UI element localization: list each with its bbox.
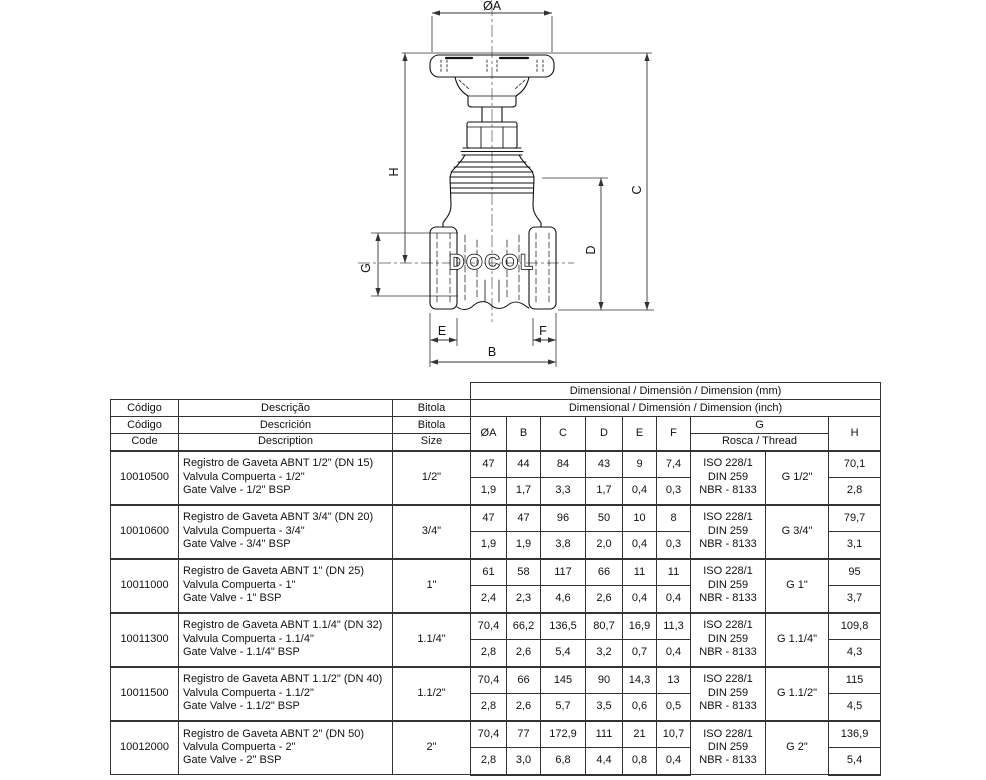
thread-standards-line: DIN 259: [707, 632, 749, 645]
dim-label-d: D: [584, 245, 598, 255]
thread-size: G 1.1/4": [766, 613, 829, 667]
product-size: 1.1/4": [393, 613, 471, 667]
header-code-en: Code: [111, 434, 179, 451]
dim-label-c: C: [630, 185, 644, 195]
dim-h-inch: 3,1: [829, 532, 881, 559]
product-description-line: Registro de Gaveta ABNT 1.1/2" (DN 40): [183, 673, 383, 686]
dim-value-inch: 0,3: [657, 478, 691, 505]
thread-size: G 2": [766, 721, 829, 775]
dim-value-mm: 96: [541, 505, 586, 532]
product-description: [179, 451, 393, 505]
dim-label-g: G: [359, 263, 373, 273]
product-description-line: Valvula Compuerta - 3/4": [183, 524, 305, 537]
dim-value-mm: 47: [507, 505, 541, 532]
dim-value-inch: 0,4: [657, 640, 691, 667]
dim-label-b: B: [487, 345, 497, 359]
thread-standards-line: ISO 228/1: [703, 619, 753, 632]
dim-value-mm: 9: [623, 451, 657, 478]
product-size: 2": [393, 721, 471, 775]
product-description-line: Gate Valve - 2" BSP: [183, 754, 282, 767]
dim-value-mm: 136,5: [541, 613, 586, 640]
header-description-es: Descrición: [179, 417, 393, 434]
dim-value-inch: 0,4: [657, 586, 691, 613]
dim-value-inch: 0,7: [623, 640, 657, 667]
dim-value-mm: 11: [657, 559, 691, 586]
dim-h-inch: 5,4: [829, 748, 881, 775]
thread-standards-line: DIN 259: [707, 524, 749, 537]
valve-technical-drawing: [0, 0, 986, 380]
dim-value-inch: 4,6: [541, 586, 586, 613]
dim-value-inch: 0,6: [623, 694, 657, 721]
header-dim-e: E: [623, 417, 657, 451]
dim-h-inch: 2,8: [829, 478, 881, 505]
header-description-pt: Descrição: [179, 400, 393, 417]
header-row-mm: [111, 383, 881, 400]
dim-value-inch: 2,8: [471, 748, 507, 775]
dim-value-inch: 0,4: [623, 586, 657, 613]
thread-size: G 1.1/2": [766, 667, 829, 721]
dim-value-mm: 58: [507, 559, 541, 586]
dim-value-inch: 2,6: [507, 694, 541, 721]
header-row-dims: [111, 417, 881, 434]
product-description-line: Valvula Compuerta - 1.1/4": [183, 632, 314, 645]
product-description-line: Valvula Compuerta - 1": [183, 578, 296, 591]
dimensions-table: [110, 382, 881, 776]
centerlines: [358, 4, 574, 322]
dim-h-mm: 70,1: [829, 451, 881, 478]
dim-h-mm: 115: [829, 667, 881, 694]
product-size: 3/4": [393, 505, 471, 559]
dim-value-mm: 11: [623, 559, 657, 586]
dim-value-inch: 1,9: [507, 532, 541, 559]
dim-value-inch: 3,2: [586, 640, 623, 667]
thread-standards: [691, 451, 766, 505]
dim-h-mm: 109,8: [829, 613, 881, 640]
dim-value-mm: 8: [657, 505, 691, 532]
header-code-es: Código: [111, 417, 179, 434]
product-row-mm: [111, 505, 881, 532]
product-code: 10010600: [111, 505, 179, 559]
header-size-pt: Bitola: [393, 400, 471, 417]
dim-value-inch: 3,3: [541, 478, 586, 505]
product-description-line: Registro de Gaveta ABNT 1/2" (DN 15): [183, 457, 374, 470]
product-description-line: Registro de Gaveta ABNT 2" (DN 50): [183, 727, 365, 740]
dim-value-mm: 10: [623, 505, 657, 532]
header-dim-g: G: [691, 417, 829, 434]
dim-value-mm: 14,3: [623, 667, 657, 694]
extension-lines: [371, 16, 654, 367]
table-corner-spacer: [111, 383, 471, 400]
product-description-line: Valvula Compuerta - 1/2": [183, 470, 305, 483]
dim-value-mm: 61: [471, 559, 507, 586]
thread-standards-line: ISO 228/1: [703, 457, 753, 470]
product-description: [179, 667, 393, 721]
product-row-mm: [111, 451, 881, 478]
dim-value-inch: 3,0: [507, 748, 541, 775]
product-code: 10011300: [111, 613, 179, 667]
product-description-line: Registro de Gaveta ABNT 1" (DN 25): [183, 565, 365, 578]
dim-value-mm: 50: [586, 505, 623, 532]
dim-value-mm: 21: [623, 721, 657, 748]
header-dimensional-inch: Dimensional / Dimensión / Dimension (inch): [471, 400, 881, 417]
thread-standards-line: DIN 259: [707, 578, 749, 591]
thread-size: G 3/4": [766, 505, 829, 559]
dim-value-inch: 0,3: [657, 532, 691, 559]
product-description-line: Gate Valve - 1/2" BSP: [183, 484, 291, 497]
thread-standards-line: NBR - 8133: [699, 484, 757, 497]
header-dimensional-mm: Dimensional / Dimensión / Dimension (mm): [471, 383, 881, 400]
header-dim-d: D: [586, 417, 623, 451]
thread-standards-line: NBR - 8133: [699, 754, 757, 767]
product-code: 10010500: [111, 451, 179, 505]
thread-standards-line: DIN 259: [707, 686, 749, 699]
product-description-line: Registro de Gaveta ABNT 3/4" (DN 20): [183, 511, 374, 524]
header-dim-f: F: [657, 417, 691, 451]
product-description-line: Registro de Gaveta ABNT 1.1/4" (DN 32): [183, 619, 383, 632]
dim-value-inch: 6,8: [541, 748, 586, 775]
dim-value-inch: 5,4: [541, 640, 586, 667]
dim-value-inch: 1,7: [586, 478, 623, 505]
dim-value-mm: 145: [541, 667, 586, 694]
header-dim-h: H: [829, 417, 881, 451]
dim-label-e: E: [437, 324, 447, 338]
brand-logo: DOCOL: [449, 251, 535, 274]
dim-value-inch: 2,8: [471, 694, 507, 721]
thread-standards-line: DIN 259: [707, 470, 749, 483]
dim-value-inch: 3,5: [586, 694, 623, 721]
product-code: 10011000: [111, 559, 179, 613]
product-code: 10012000: [111, 721, 179, 775]
dim-value-mm: 70,4: [471, 613, 507, 640]
header-dim-a: ØA: [471, 417, 507, 451]
dim-value-mm: 47: [471, 451, 507, 478]
dim-value-inch: 0,8: [623, 748, 657, 775]
table-header: [111, 383, 881, 451]
dim-value-inch: 2,6: [586, 586, 623, 613]
thread-standards-line: NBR - 8133: [699, 646, 757, 659]
dim-value-mm: 117: [541, 559, 586, 586]
product-description: [179, 721, 393, 775]
dim-value-mm: 70,4: [471, 667, 507, 694]
dim-value-mm: 13: [657, 667, 691, 694]
dim-value-inch: 0,4: [623, 532, 657, 559]
product-row-mm: [111, 667, 881, 694]
header-thread-sub: Rosca / Thread: [691, 434, 829, 451]
dim-value-inch: 2,3: [507, 586, 541, 613]
product-description-line: Gate Valve - 1" BSP: [183, 592, 282, 605]
dim-value-mm: 43: [586, 451, 623, 478]
thread-standards-line: ISO 228/1: [703, 565, 753, 578]
dim-value-mm: 47: [471, 505, 507, 532]
dim-value-mm: 16,9: [623, 613, 657, 640]
table-body: [111, 451, 881, 775]
dim-value-inch: 1,7: [507, 478, 541, 505]
dim-value-mm: 111: [586, 721, 623, 748]
product-description: [179, 505, 393, 559]
thread-standards-line: ISO 228/1: [703, 673, 753, 686]
dim-h-inch: 3,7: [829, 586, 881, 613]
thread-size: G 1": [766, 559, 829, 613]
dim-value-mm: 90: [586, 667, 623, 694]
dim-value-mm: 80,7: [586, 613, 623, 640]
header-dim-b: B: [507, 417, 541, 451]
thread-standards: [691, 721, 766, 775]
product-row-mm: [111, 613, 881, 640]
header-size-es: Bitola: [393, 417, 471, 434]
dim-label-h: H: [387, 167, 401, 177]
dim-value-mm: 11,3: [657, 613, 691, 640]
thread-standards-line: ISO 228/1: [703, 511, 753, 524]
dim-value-mm: 84: [541, 451, 586, 478]
dim-value-mm: 66: [507, 667, 541, 694]
dim-value-inch: 4,4: [586, 748, 623, 775]
dim-value-inch: 1,9: [471, 532, 507, 559]
dim-value-mm: 7,4: [657, 451, 691, 478]
thread-standards-line: NBR - 8133: [699, 700, 757, 713]
dim-label-diameter-a: ØA: [482, 0, 502, 13]
thread-standards-line: NBR - 8133: [699, 592, 757, 605]
product-description: [179, 559, 393, 613]
thread-standards: [691, 613, 766, 667]
dim-h-inch: 4,5: [829, 694, 881, 721]
dim-value-inch: 1,9: [471, 478, 507, 505]
thread-standards-line: DIN 259: [707, 741, 749, 754]
product-size: 1/2": [393, 451, 471, 505]
dim-value-mm: 66: [586, 559, 623, 586]
dim-value-inch: 2,8: [471, 640, 507, 667]
dim-label-f: F: [539, 324, 547, 338]
product-description-line: Valvula Compuerta - 2": [183, 741, 296, 754]
header-size-en: Size: [393, 434, 471, 451]
dim-value-inch: 0,4: [657, 748, 691, 775]
thread-standards: [691, 559, 766, 613]
dim-value-inch: 0,5: [657, 694, 691, 721]
dim-value-inch: 2,4: [471, 586, 507, 613]
dim-h-mm: 79,7: [829, 505, 881, 532]
thread-standards: [691, 505, 766, 559]
product-row-mm: [111, 721, 881, 748]
header-dim-c: C: [541, 417, 586, 451]
dim-h-mm: 95: [829, 559, 881, 586]
product-description-line: Gate Valve - 1.1/2" BSP: [183, 700, 300, 713]
dim-value-inch: 5,7: [541, 694, 586, 721]
dim-value-mm: 44: [507, 451, 541, 478]
dim-value-mm: 70,4: [471, 721, 507, 748]
dim-value-inch: 0,4: [623, 478, 657, 505]
dim-value-inch: 3,8: [541, 532, 586, 559]
thread-size: G 1/2": [766, 451, 829, 505]
product-size: 1": [393, 559, 471, 613]
dim-value-mm: 66,2: [507, 613, 541, 640]
thread-standards: [691, 667, 766, 721]
dim-value-mm: 77: [507, 721, 541, 748]
product-size: 1.1/2": [393, 667, 471, 721]
dim-value-inch: 2,6: [507, 640, 541, 667]
product-description-line: Gate Valve - 3/4" BSP: [183, 538, 291, 551]
dim-value-mm: 10,7: [657, 721, 691, 748]
dim-h-mm: 136,9: [829, 721, 881, 748]
product-description: [179, 613, 393, 667]
header-code-pt: Código: [111, 400, 179, 417]
thread-standards-line: NBR - 8133: [699, 538, 757, 551]
product-row-mm: [111, 559, 881, 586]
header-row-inch: [111, 400, 881, 417]
product-code: 10011500: [111, 667, 179, 721]
product-description-line: Gate Valve - 1.1/4" BSP: [183, 646, 300, 659]
dim-value-mm: 172,9: [541, 721, 586, 748]
product-description-line: Valvula Compuerta - 1.1/2": [183, 686, 314, 699]
dim-value-inch: 2,0: [586, 532, 623, 559]
dim-h-inch: 4,3: [829, 640, 881, 667]
thread-standards-line: ISO 228/1: [703, 727, 753, 740]
header-description-en: Description: [179, 434, 393, 451]
